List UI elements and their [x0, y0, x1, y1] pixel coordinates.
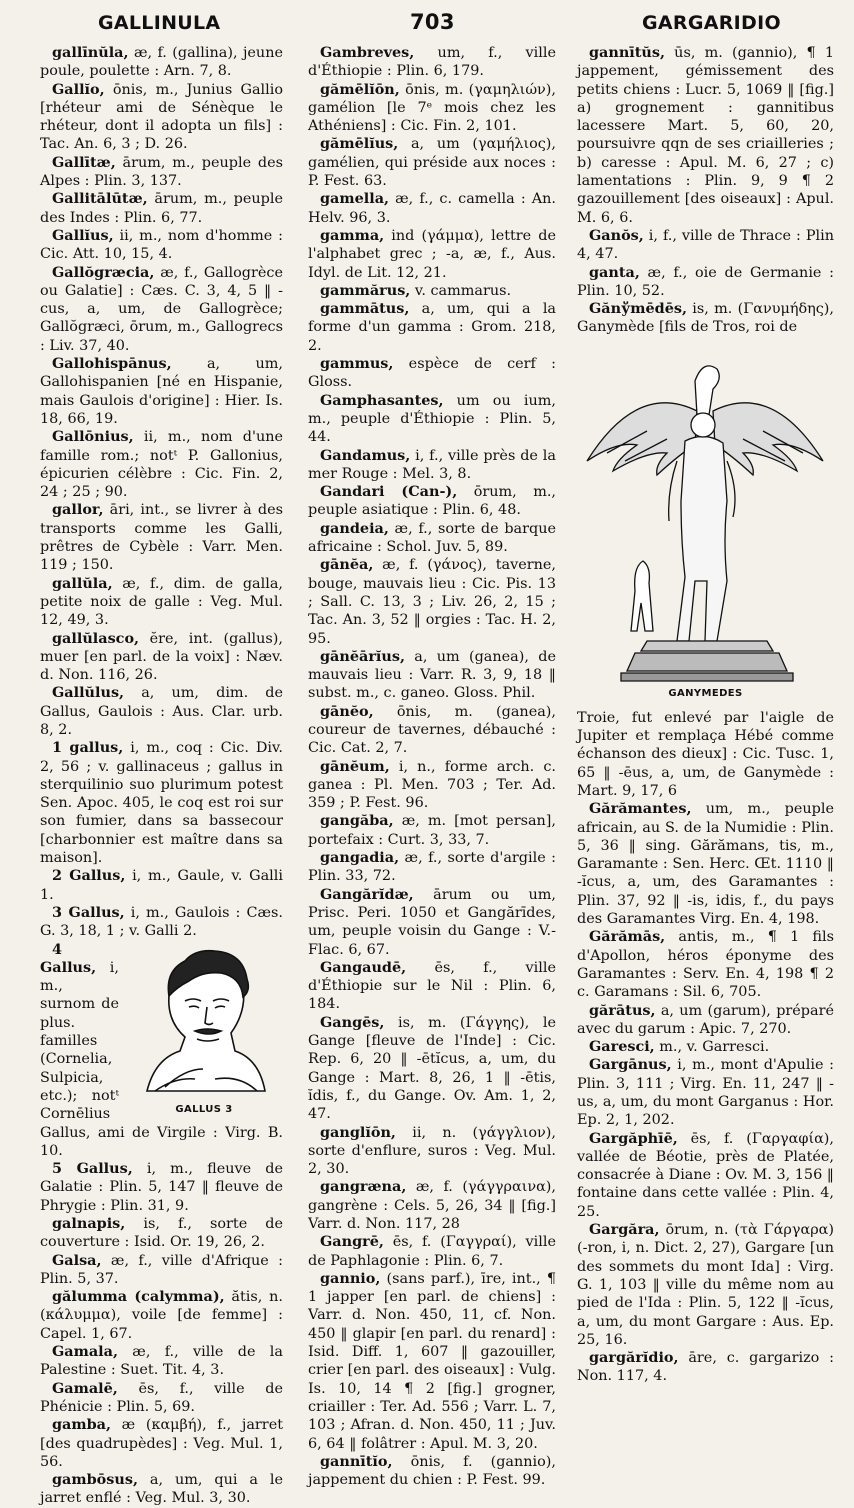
entry-headword: Ganŏs, [589, 226, 644, 244]
entry-definition: æ, f., ville d'Afrique : Plin. 5, 37. [40, 1252, 283, 1287]
entry-headword: gămēlĭus, [320, 135, 399, 153]
entry-definition: ii, m., nom d'homme : Cic. Att. 10, 15, 4. [40, 227, 283, 263]
dictionary-entry [308, 447, 556, 484]
entry-definition: i, m., Gaulois : Cæs. G. 3, 18, 1 ; v. Galli 2. [40, 904, 283, 940]
entry-definition: æ, f., sorte d'argile : Plin. 33, 72. [308, 850, 556, 885]
entry-headword: gandeia, [320, 519, 389, 537]
entry-definition: āre, c. gargarizo : Non. 117, 4. [577, 1350, 834, 1385]
dictionary-entry [577, 264, 834, 301]
entry-headword: Gamphasantes, [320, 391, 444, 409]
entry-definition: is, f., sorte de couverture : Isid. Or. 19, 26, 2. [40, 1216, 283, 1251]
entry-headword: Gallitālūtæ, [52, 190, 148, 208]
dictionary-entry [40, 81, 283, 154]
entry-headword: Gangaudē, [320, 958, 407, 976]
entry-definition: ōrum, m., peuple asiatique : Plin. 6, 48. [308, 484, 556, 519]
entry-headword: Galsa, [52, 1251, 102, 1269]
dictionary-entry [40, 1215, 283, 1252]
dictionary-entry [577, 928, 834, 1001]
entry-headword: gărātus, [589, 1001, 656, 1019]
dictionary-entry [308, 1178, 556, 1233]
entry-definition: æ, f., sorte de barque africaine : Schol. Juv. 5, 89. [308, 520, 556, 556]
page-header [0, 8, 854, 38]
dictionary-entry [308, 355, 556, 392]
dictionary-entry [308, 227, 556, 282]
entry-headword: gangadia, [320, 849, 400, 867]
entry-headword: gannio, [320, 1269, 381, 1287]
entry-headword: gammātus, [320, 300, 410, 318]
entry-headword: 3 Gallus, [52, 903, 125, 921]
entry-headword: Gărămantes, [589, 800, 692, 818]
entry-headword: galnapis, [52, 1215, 126, 1232]
column-1 [40, 44, 283, 1507]
entry-headword: gălumma (calymma), [52, 1288, 225, 1306]
dictionary-entry [40, 501, 283, 574]
entry-headword: 1 gallus, [52, 739, 124, 757]
entry-definition: a, um, qui a le jarret enflé : Veg. Mul. 3, 30. [40, 1472, 283, 1507]
entry-headword: gamma, [320, 226, 385, 244]
entry-definition: æ, f. (γάγγραινα), gangrène : Cels. 5, 26, 34 ‖ [fig.] Varr. d. Non. 117, 28 [308, 1179, 556, 1232]
dictionary-entry [40, 904, 283, 941]
entry-headword: gallīnŭla, [52, 44, 129, 61]
entry-headword: Gandari (Can-), [320, 483, 458, 501]
entry-definition: a, um (γαμήλιος), gamélien, qui préside aux noces : P. Fest. 63. [308, 136, 556, 190]
dictionary-entry [308, 556, 556, 647]
entry-definition: ĕre, int. (gallus), muer [en parl. de la voix] : Næv. d. Non. 116, 26. [40, 630, 283, 684]
entry-definition: v. cammarus. [410, 282, 512, 299]
entry-definition: i, m., fleuve de Galatie : Plin. 5, 147 ‖ fleuve de Phrygie : Plin. 31, 9. [40, 1161, 283, 1214]
entry-headword: 4 Gallus, [40, 940, 97, 976]
dictionary-entry [308, 282, 556, 300]
dictionary-entry [308, 1124, 556, 1179]
entry-definition: i, m., surnom de plus. familles (Cornelia, Sulpicia, etc.); notᵗ Cornēlius Gallus, ami de Virgile : Virg. B. 10. [40, 959, 283, 1159]
ganymedes-figure [577, 341, 834, 701]
entry-headword: Gangărĭdæ, [320, 885, 414, 903]
entry-headword: Gallĭus, [52, 226, 114, 244]
gallus-figure [125, 941, 283, 1117]
entry-definition: is, m. (Γανυμήδης), Ganymède [fils de Tros, roi de [577, 301, 834, 336]
entry-definition: i, m., mont d'Apulie : Plin. 3, 111 ; Virg. En. 11, 247 ‖ -us, a, um, du mont Garganus : Hor. Ep. 2, 1, 202. [577, 1057, 834, 1129]
entry-definition: ōnis, m. (ganea), coureur de tavernes, débauché : Cic. Cat. 2, 7. [308, 703, 556, 757]
dictionary-entry [308, 1453, 556, 1490]
dictionary-entry [40, 1471, 283, 1508]
entry-headword: Gallohispānus, [52, 355, 172, 373]
entry-definition: æ, m. [mot persan], portefaix : Curt. 3, 33, 7. [308, 813, 556, 848]
ganymedes-figure-caption: GANYMEDES [668, 687, 743, 699]
entry-headword: Gallĭo, [52, 80, 105, 98]
entry-definition: a, um, Gallohispanien [né en Hispanie, mais Gaulois d'origine] : Hier. Is. 18, 66, 19. [40, 356, 283, 427]
dictionary-entry [40, 630, 283, 685]
entry-definition: i, m., Gaule, v. Galli 1. [40, 868, 283, 903]
dictionary-entry [308, 520, 556, 557]
gallus-bust-illustration [125, 941, 283, 1101]
entry-definition: ēs, f. (Γαγγραί), ville de Paphlagonie : Plin. 6, 7. [308, 1234, 556, 1269]
entry-headword: Gallŏgræcia, [52, 263, 155, 281]
entry-definition: i, m., coq : Cic. Div. 2, 56 ; v. gallinaceus ; gallus in sterquilinio suo plurimum potest Sen. Apoc. 405, le coq est roi sur son fumier, dans sa bassecour [charbonnier est maître dans sa maison]. [40, 740, 283, 867]
dictionary-entry [308, 1270, 556, 1453]
dictionary-entry [308, 1233, 556, 1270]
dictionary-entry [40, 684, 283, 739]
column-2 [308, 44, 556, 1489]
entry-headword: Gănўmēdēs, [589, 300, 688, 318]
dictionary-entry [577, 227, 834, 264]
entry-definition: i, f., ville de Thrace : Plin 4, 47. [577, 227, 834, 263]
entry-definition: æ, f. (gallina), jeune poule, poulette : Arn. 7, 8. [40, 45, 283, 80]
entry-headword: gangăba, [320, 812, 394, 830]
entry-headword: 5 Gallus, [52, 1160, 133, 1178]
entry-headword: Gamalē, [52, 1379, 118, 1397]
dictionary-entry [308, 703, 556, 758]
entry-definition: ārum, m., peuple des Indes : Plin. 6, 77. [40, 191, 283, 226]
dictionary-entry [308, 959, 556, 1014]
entry-headword: Gandamus, [320, 446, 411, 464]
ganymedes-entry-continuation: Troie, fut enlevé par l'aigle de Jupiter et remplaça Hébé comme échanson des dieux] : Cic. Tusc. 1, 65 ‖ -ēus, a, um, de Ganymède : Mart. 9, 17, 6 [577, 709, 834, 799]
entry-definition: a, um (garum), préparé avec du garum : Apic. 7, 270. [577, 1002, 834, 1037]
entry-definition: æ, f. (γάνος), taverne, bouge, mauvais lieu : Cic. Pis. 13 ; Sall. C. 13, 3 ; Liv. 26, 2, 15 ; Tac. An. 3, 52 ‖ orgies : Tac. H. 2, 95. [308, 557, 556, 647]
dictionary-entry [577, 44, 834, 227]
entry-definition: ēs, f. (Γαργαφία), vallée de Béotie, près de Platée, consacrée à Diane : Ov. M. 3, 156 ‖ fontaine dans cette vallée : Plin. 4, 25. [577, 1130, 834, 1220]
entry-definition: is, m. (Γάγγης), le Gange [fleuve de l'Inde] : Cic. Rep. 6, 20 ‖ -ētĭcus, a, um, du Gange : Mart. 8, 26, 1 ‖ -ētis, ĭdis, f., du Gange. Ov. Am. 1, 2, 47. [308, 1014, 556, 1123]
entry-headword: Gangrē, [320, 1233, 384, 1251]
entry-definition: um, f., ville d'Éthiopie : Plin. 6, 179. [308, 45, 556, 80]
dictionary-entry [577, 300, 834, 337]
entry-headword: Gambreves, [320, 44, 415, 61]
entry-definition: (sans parf.), īre, int., ¶ 1 japper [en parl. de chiens] : Varr. d. Non. 450, 11, cf. Non. 450 ‖ glapir [en parl. du renard] : Isid. Diff. 1, 607 ‖ gazouiller, crier [en parl. des oiseaux] : Vulg. Is. 10, 14 ¶ 2 [fig.] grogner, criailler : Ter. Ad. 556 ; Varr. L. 7, 103 ; Afran. d. Non. 450, 11 ; Juv. 6, 64 ‖ folâtrer : Apul. M. 3, 20. [308, 1270, 556, 1452]
entry-definition: æ, f., c. camella : An. Helv. 96, 3. [308, 191, 556, 226]
dictionary-entry [40, 154, 283, 191]
entry-definition: æ, f., Gallogrèce ou Galatie] : Cæs. C. 3, 4, 5 ‖ -cus, a, um, de Gallogrèce; Gallŏgræci, ōrum, m., Gallogrecs : Liv. 37, 40. [40, 264, 283, 354]
entry-headword: gānĕa, [320, 556, 374, 574]
entry-definition: ēs, f., ville de Phénicie : Plin. 5, 69. [40, 1380, 283, 1415]
entry-definition: ind (γάμμα), lettre de l'alphabet grec ; -a, æ, f., Aus. Idyl. de Lit. 12, 21. [308, 227, 556, 281]
entry-headword: Gallītæ, [52, 153, 116, 171]
entry-definition: ii, m., nom d'une famille rom.; notᵗ P. Gallonius, épicurien célèbre : Cic. Fin. 2, 24 ; 25 ; 90. [40, 429, 283, 501]
dictionary-entry [40, 1416, 283, 1471]
entry-definition: æ (καμβή), f., jarret [des quadrupèdes] : Veg. Mul. 1, 56. [40, 1417, 283, 1470]
ganymedes-statue-illustration [577, 341, 834, 685]
entry-definition: āri, int., se livrer à des transports comme les Galli, prêtres de Cybèle : Varr. Men. 119 ; 150. [40, 502, 283, 574]
entry-headword: ganglĭōn, [320, 1123, 396, 1141]
entry-headword: Gargăra, [589, 1221, 660, 1239]
entry-headword: ganta, [589, 263, 640, 281]
entry-definition: i, f., ville près de la mer Rouge : Mel. 3, 8. [308, 447, 556, 482]
dictionary-entry [308, 1014, 556, 1124]
dictionary-entry [308, 300, 556, 355]
entry-definition: ōnis, m., Junius Gallio [rhéteur ami de Sénèque le rhéteur, dont il adopta un fils] : Tac. An. 6, 3 ; D. 26. [40, 81, 283, 153]
entry-definition: a, um, dim. de Gallus, Gaulois : Aus. Clar. urb. 8, 2. [40, 685, 283, 738]
entry-headword: gānĕum, [320, 757, 390, 775]
header-left-guideword: GALLINULA [98, 12, 221, 34]
dictionary-entry [40, 190, 283, 227]
entry-definition: ătis, n. (κάλυμμα), voile [de femme] : Capel. 1, 67. [40, 1289, 283, 1342]
dictionary-entry [577, 800, 834, 928]
entry-headword: gamba, [52, 1416, 112, 1434]
dictionary-entry [40, 355, 283, 428]
dictionary-entry [308, 758, 556, 813]
entry-definition: ōrum, n. (τὰ Γάργαρα) (-ron, i, n. Dict. 2, 27), Gargare [un des sommets du mont Ida] : Virg. G. 1, 103 ‖ ville du même nom au pied de l'Ida : Plin. 5, 122 ‖ -ĭcus, a, um, du mont Gargare : Aus. Ep. 25, 16. [577, 1222, 834, 1348]
entry-headword: Gargăphīē, [589, 1129, 678, 1147]
dictionary-entry [308, 849, 556, 886]
dictionary-entry [40, 428, 283, 501]
dictionary-entry [308, 648, 556, 703]
dictionary-entry [40, 264, 283, 355]
entry-headword: Gallŭlus, [52, 684, 125, 702]
dictionary-entry [40, 867, 283, 904]
entry-headword: gallŭlasco, [52, 629, 140, 647]
entry-headword: Gărămās, [589, 928, 666, 946]
entry-definition: ii, n. (γάγγλιον), sorte d'enflure, suros : Veg. Mul. 2, 30. [308, 1124, 556, 1178]
entry-headword: gallor, [52, 501, 104, 519]
dictionary-entry [40, 1343, 283, 1380]
entry-headword: gambōsus, [52, 1471, 138, 1489]
dictionary-entry [308, 190, 556, 227]
entry-headword: Gangēs, [320, 1013, 385, 1031]
page-number: 703 [410, 10, 455, 34]
dictionary-entry [577, 1221, 834, 1349]
entry-headword: gangræna, [320, 1178, 407, 1196]
dictionary-entry [40, 1160, 283, 1215]
entry-definition: um, m., peuple africain, au S. de la Numidie : Plin. 5, 36 ‖ sing. Gărămans, tis, m., Garamante : Sen. Herc. Œt. 1110 ‖ -ĭcus, a, um, des Garamantes : Plin. 37, 92 ‖ -is, idis, f., du pays des Garamantes Virg. En. 4, 198. [577, 801, 834, 928]
entry-headword: gargărĭdio, [589, 1349, 679, 1367]
header-right-guideword: GARGARIDIO [642, 12, 781, 34]
dictionary-entry [40, 739, 283, 867]
entry-headword: gānĕārĭus, [320, 647, 405, 665]
gallus-figure-caption: GALLUS 3 [175, 1103, 233, 1115]
entry-definition: antis, m., ¶ 1 fils d'Apollon, héros éponyme des Garamantes : Serv. En. 4, 198 ¶ 2 c. Garamans : Sil. 6, 705. [577, 929, 834, 1001]
entry-headword: gannītĭo, [320, 1452, 393, 1470]
entry-definition: i, n., forme arch. c. ganea : Pl. Men. 703 ; Ter. Ad. 359 ; P. Fest. 96. [308, 758, 556, 812]
entry-definition: ārum ou um, Prisc. Peri. 1050 et Gangărīdes, um, peuple voisin du Gange : V.-Flac. 6, 67. [308, 886, 556, 958]
entry-definition: m., v. Garresci. [654, 1039, 770, 1056]
entry-definition: æ, f., oie de Germanie : Plin. 10, 52. [577, 264, 834, 299]
entry-headword: gallŭla, [52, 574, 113, 592]
entry-definition: ēs, f., ville d'Éthiopie sur le Nil : Plin. 6, 184. [308, 959, 556, 1013]
entry-definition: ārum, m., peuple des Alpes : Plin. 3, 137. [40, 154, 283, 190]
dictionary-entry [577, 1130, 834, 1221]
dictionary-entry [40, 1380, 283, 1417]
dictionary-entry [308, 81, 556, 136]
dictionary-entry [577, 1038, 834, 1056]
dictionary-entry [40, 575, 283, 630]
dictionary-entry [40, 44, 283, 81]
dictionary-entry [577, 1002, 834, 1039]
dictionary-entry [40, 1252, 283, 1289]
dictionary-entry [577, 1056, 834, 1129]
dictionary-entry [308, 812, 556, 849]
dictionary-entry [308, 392, 556, 447]
entry-definition: a, um (ganea), de mauvais lieu : Varr. R. 3, 9, 18 ‖ subst. m., c. ganeo. Gloss. Phil. [308, 648, 556, 702]
entry-headword: gammărus, [320, 281, 411, 299]
entry-definition: ōnis, f. (gannio), jappement du chien : P. Fest. 99. [308, 1453, 556, 1489]
dictionary-entry [308, 483, 556, 520]
entry-headword: gammus, [320, 355, 394, 373]
entry-headword: Garesci, [589, 1038, 655, 1056]
entry-headword: Gargānus, [589, 1056, 672, 1074]
entry-definition: um ou ium, m., peuple d'Éthiopie : Plin. 5, 44. [308, 392, 556, 446]
entry-definition: ūs, m. (gannio), ¶ 1 jappement, gémissement des petits chiens : Lucr. 5, 1069 ‖ [fig.] a) grognement : gannitibus lacessere Mart. 5, 60, 20, poursuivre qqn de ses criailleries ; b) caresse : Apul. M. 6, 27 ; c) lamentations : Plin. 9, 9 ¶ 2 gazouillement [des oiseaux] : Apul. M. 6, 6. [577, 45, 834, 226]
entry-definition: a, um, qui a la forme d'un gamma : Grom. 218, 2. [308, 301, 556, 354]
entry-headword: 2 Gallus, [52, 867, 126, 885]
dictionary-entry [308, 135, 556, 190]
entry-headword: gānĕo, [320, 702, 374, 720]
entry-headword: gannītŭs, [589, 44, 666, 61]
dictionary-entry [40, 227, 283, 264]
dictionary-entry [577, 1349, 834, 1386]
dictionary-entry [308, 886, 556, 959]
entry-headword: gamella, [320, 190, 390, 208]
entry-definition: æ, f., dim. de galla, petite noix de galle : Veg. Mul. 12, 49, 3. [40, 575, 283, 629]
dictionary-entry [308, 44, 556, 81]
entry-headword: gămēlĭōn, [320, 80, 400, 98]
entry-definition: espèce de cerf : Gloss. [308, 356, 556, 391]
entry-headword: Gamala, [52, 1343, 118, 1361]
entry-definition: æ, f., ville de la Palestine : Suet. Tit. 4, 3. [40, 1344, 283, 1379]
dictionary-entry [40, 1288, 283, 1343]
entry-headword: Gallōnius, [52, 428, 134, 446]
entry-definition: ōnis, m. (γαμηλιών), gamélion [le 7ᵉ mois chez les Athéniens] : Cic. Fin. 2, 101. [308, 81, 556, 135]
column-3 [577, 44, 834, 1385]
